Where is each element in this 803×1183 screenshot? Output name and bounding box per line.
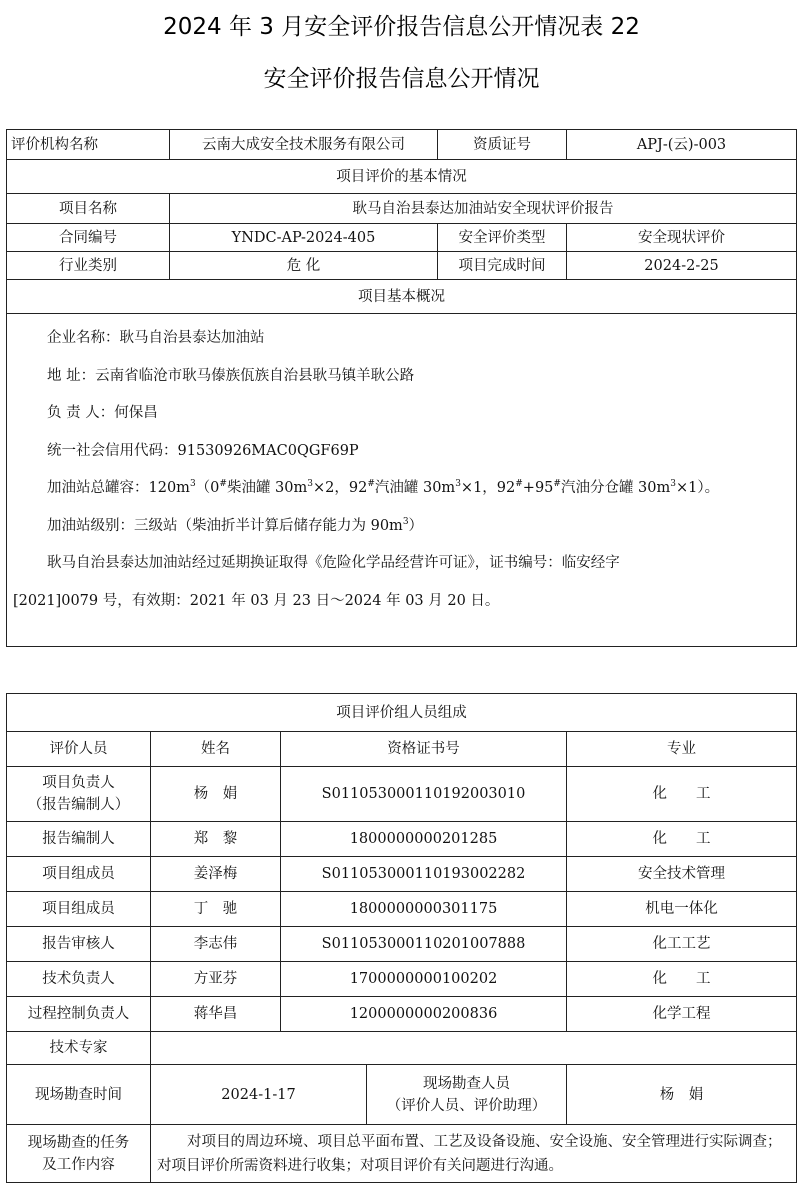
overview-license-line2: [2021]0079 号，有效期：2021 年 03 月 23 日～2024 年 03 月 20 日。 [13,592,500,609]
team-cert: 1800000000201285 [281,822,567,857]
overview-block [7,314,797,647]
section-basic-heading: 项目评价的基本情况 [7,160,797,194]
overview-leader: 负 责 人：何保昌 [47,405,158,421]
team-header-role: 评价人员 [7,732,151,767]
team-name: 姜泽梅 [151,857,281,892]
overview-address: 地 址：云南省临沧市耿马傣族佤族自治县耿马镇羊耿公路 [47,367,415,384]
survey-staff-label: 现场勘查人员 （评价人员、评价助理） [367,1065,567,1125]
cert-label: 资质证号 [438,130,567,160]
team-major: 化 工 [567,822,797,857]
team-header-name: 姓名 [151,732,281,767]
section-team-heading: 项目评价组人员组成 [7,694,797,732]
overview-company: 企业名称：耿马自治县泰达加油站 [47,330,265,346]
team-role: 过程控制负责人 [7,997,151,1032]
table-row [7,822,797,857]
section-overview-heading: 项目基本概况 [7,280,797,314]
done-value: 2024-2-25 [567,252,797,280]
contract-value: YNDC-AP-2024-405 [170,224,438,252]
team-role: 报告编制人 [7,822,151,857]
team-role: 技术负责人 [7,962,151,997]
team-major: 化 工 [567,962,797,997]
team-role: 报告审核人 [7,927,151,962]
table-row [7,997,797,1032]
survey-time-label: 现场勘查时间 [7,1065,151,1125]
team-major: 机电一体化 [567,892,797,927]
tech-expert-label: 技术专家 [7,1032,151,1065]
org-label: 评价机构名称 [7,130,170,160]
table-row [7,927,797,962]
project-name-value: 耿马自治县泰达加油站安全现状评价报告 [170,194,797,224]
team-cert: S011053000110193002282 [281,857,567,892]
org-row [7,130,797,160]
page-title: 2024 年 3 月安全评价报告信息公开情况表 22 [163,14,640,40]
tech-expert-row [7,1032,797,1065]
team-name: 杨 娟 [151,767,281,822]
team-role: 项目组成员 [7,857,151,892]
industry-label: 行业类别 [7,252,170,280]
team-header-row [7,732,797,767]
team-major: 化学工程 [567,997,797,1032]
overview-tank-capacity: 加油站总罐容：$120m^3(0^{\#}$柴油罐 $30m^3\times 2$，92#汽油罐 $30m^3\times 1$，92#+95#汽油分仓罐 $30m^3\times 1$）。 [47,479,720,496]
team-header-cert: 资格证书号 [281,732,567,767]
project-name-label: 项目名称 [7,194,170,224]
survey-task-row [7,1125,797,1183]
basic-info-table [6,129,797,647]
survey-staff-value: 杨 娟 [567,1065,797,1125]
team-header-major: 专业 [567,732,797,767]
team-name: 蒋华昌 [151,997,281,1032]
overview-license-line1: 耿马自治县泰达加油站经过延期换证取得《危险化学品经营许可证》，证书编号：临安经字 [47,555,620,571]
overview-credit: 统一社会信用代码：91530926MAC0QGF69P [47,442,359,459]
team-cert: 1700000000100202 [281,962,567,997]
survey-row [7,1065,797,1125]
team-cert: 1200000000200836 [281,997,567,1032]
team-name: 丁 驰 [151,892,281,927]
table-row [7,892,797,927]
sub-title: 安全评价报告信息公开情况 [263,66,540,92]
survey-task-value: 对项目的周边环境、项目总平面布置、工艺及设备设施、安全设施、安全管理进行实际调查；对项目评价所需资料进行收集；对项目评价有关问题进行沟通。 [151,1125,797,1183]
team-cert: 1800000000301175 [281,892,567,927]
team-name: 李志伟 [151,927,281,962]
survey-time-value: 2024-1-17 [151,1065,367,1125]
team-major: 化工工艺 [567,927,797,962]
survey-task-label: 现场勘查的任务 及工作内容 [7,1125,151,1183]
org-value: 云南大成安全技术服务有限公司 [170,130,438,160]
industry-value: 危 化 [170,252,438,280]
done-label: 项目完成时间 [438,252,567,280]
cert-value: APJ-(云)-003 [567,130,797,160]
table-row [7,767,797,822]
team-major: 化 工 [567,767,797,822]
table-row [7,857,797,892]
team-major: 安全技术管理 [567,857,797,892]
team-name: 方亚芬 [151,962,281,997]
table-row [7,962,797,997]
team-name: 郑 黎 [151,822,281,857]
team-table [6,693,797,1183]
overview-station-level: 加油站级别：三级站（柴油折半计算后储存能力为 $90m^3$） [47,516,424,534]
eval-type-label: 安全评价类型 [438,224,567,252]
team-cert: S011053000110201007888 [281,927,567,962]
team-role: 项目负责人 （报告编制人） [7,767,151,822]
team-role: 项目组成员 [7,892,151,927]
team-cert: S011053000110192003010 [281,767,567,822]
contract-label: 合同编号 [7,224,170,252]
eval-type-value: 安全现状评价 [567,224,797,252]
tech-expert-value [151,1032,797,1065]
